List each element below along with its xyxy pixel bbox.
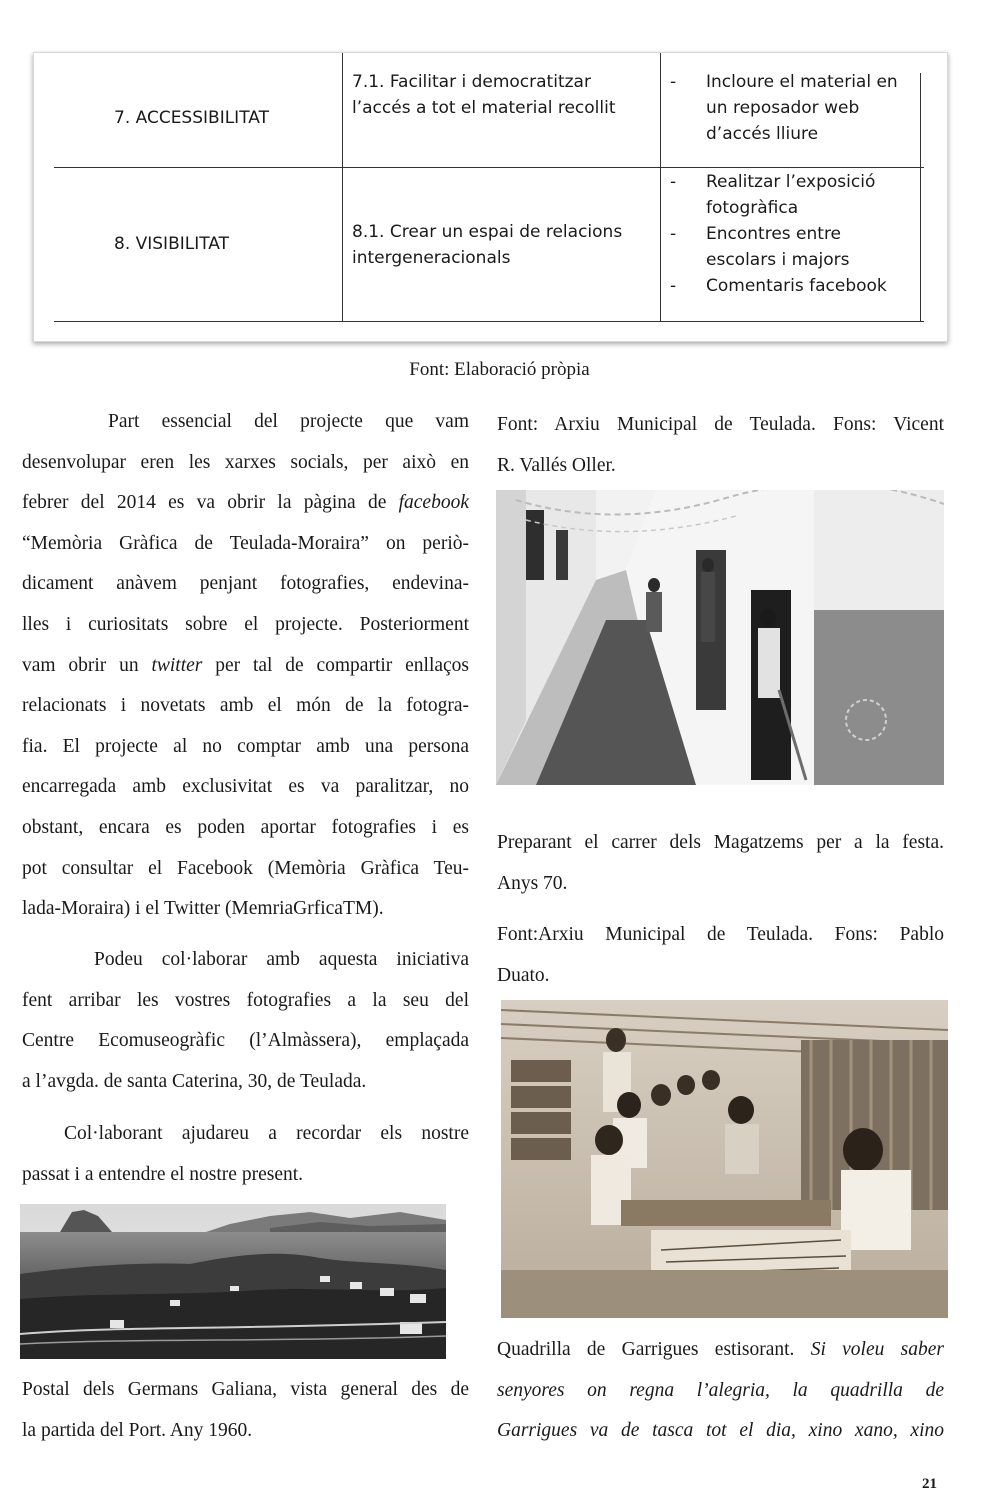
table-caption: Font: Elaboració pròpia [409, 359, 590, 380]
table-category: 7. ACCESSIBILITAT [114, 108, 269, 128]
table-column-divider [342, 53, 343, 321]
photo-caption-quadrilla: Quadrilla de Garrigues estisorant. Si voleu saber senyores on regna l’alegria, la quadrilla de Garrigues va de tasca tot el dia, xino xano, xino [497, 1339, 944, 1442]
table-category: 8. VISIBILITAT [114, 234, 229, 254]
photo-source-pablo: Font:Arxiu Municipal de Teulada. Fons: Pablo Duato. [497, 924, 944, 986]
photo-caption-port: Postal dels Germans Galiana, vista general des de la partida del Port. Any 1960. [22, 1379, 469, 1441]
paragraph-closing: Col·laborant ajudareu a recordar els nostre passat i a entendre el nostre present. [22, 1123, 469, 1185]
photo-quadrilla-garrigues [501, 1000, 948, 1318]
paragraph-collaborate: Podeu col·laborar amb aquesta iniciativa fent arribar les vostres fotografies a la seu del Centre Ecomuseogràfic (l’Almàssera), emplaçada a l’avgda. de santa Caterina, 30, de Teulada. [22, 949, 469, 1092]
paragraph-social-networks: Part essencial del projecte que vam desenvolupar eren les xarxes socials, per això en febrer del 2014 es va obrir la pàgina de facebook “Memòria Gràfica de Teulada-Moraira” on periò- dicament anàvem penjant fotografies, endevina- lles i curiositats sobre el projecte. Posteriorment vam obrir un twitter per tal de compartir enllaços relacionats i novetats amb el món de la fotogra- fia. El projecte al no comptar amb una persona encarregada amb exclusivitat es va paralitzar, no obstant, encara es poden aportar fotografies i es pot consultar el Facebook (Memòria Gràfica Teu- lada-Moraira) i el Twitter (MemriaGrficaTM). [22, 411, 470, 920]
photo-caption-street: Preparant el carrer dels Magatzems per a la festa. Anys 70. [497, 832, 944, 894]
objectives-table [33, 52, 948, 342]
table-actions [660, 69, 898, 147]
photo-street-magatzems [496, 490, 944, 785]
page-number: 21 [922, 1476, 937, 1492]
table-objective: 8.1. Crear un espai de relacions intergeneracionals [352, 222, 623, 268]
table-right-border [920, 73, 921, 321]
table-row-divider [54, 167, 924, 168]
table-action-item: - Encontres entre escolars i majors [660, 221, 887, 273]
photo-source-vicent: Font: Arxiu Municipal de Teulada. Fons: Vicent R. Vallés Oller. [497, 414, 944, 476]
table-action-item: - Incloure el material en un reposador web d’accés lliure [660, 69, 898, 147]
table-action-item: - Realitzar l’exposició fotogràfica [660, 169, 887, 221]
table-actions [660, 169, 887, 299]
photo-port-panorama [20, 1204, 446, 1359]
table-bottom-border [54, 321, 924, 322]
table-objective: 7.1. Facilitar i democratitzar l’accés a tot el material recollit [352, 72, 616, 118]
table-action-item: - Comentaris facebook [660, 273, 887, 299]
